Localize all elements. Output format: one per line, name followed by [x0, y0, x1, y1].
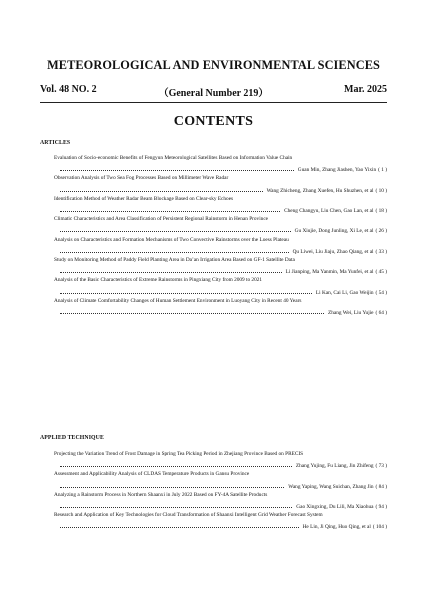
page-number: ( 104 ): [372, 524, 387, 531]
issue-date: Mar. 2025: [344, 84, 387, 95]
leader-dots: [60, 526, 299, 528]
article-title[interactable]: Evaluation of Socio-economic Benefits of Fengyun Meteorological Satellites Based on Information Value Chain: [54, 155, 293, 161]
list-item[interactable]: [54, 512, 387, 532]
list-item[interactable]: [54, 492, 387, 512]
list-item[interactable]: [54, 451, 387, 471]
page-number: ( 94 ): [375, 504, 387, 511]
list-item[interactable]: [54, 298, 387, 318]
leader-dots: [60, 271, 282, 273]
page-number: ( 73 ): [375, 463, 387, 470]
article-title[interactable]: Analyzing a Rainstorm Process in Northern Shaanxi in July 2022 Based on FY-4A Satellite Products: [54, 491, 268, 498]
article-authors: Wang Zhicheng, Zhang Xuefen, Hu Shuzhen, et al: [266, 187, 374, 194]
article-authors: Gu Xiujie, Dong Junling, Xi Le, et al: [294, 228, 374, 235]
list-item[interactable]: [54, 277, 387, 297]
applied-technique-list: [54, 451, 387, 533]
volume-number: Vol. 48 NO. 2: [40, 84, 97, 95]
article-title[interactable]: Climatic Characteristics and Area Classification of Persistent Regional Rainstorm in Henan Province: [54, 216, 269, 223]
leader-dots: [60, 251, 289, 253]
leader-dots: [60, 190, 263, 192]
leader-dots: [60, 506, 292, 508]
article-authors: He Lin, Ji Qing, Huo Qing, et al: [302, 524, 371, 531]
article-title[interactable]: Analysis on Characteristics and Formation Mechanisms of Two Convective Rainstorms over the Loess Plateau: [54, 236, 289, 243]
section-heading-applied-technique: APPLIED TECHNIQUE: [40, 435, 104, 441]
page-number: ( 64 ): [375, 310, 387, 317]
article-authors: Zhang Yujing, Fu Liang, Jin Zhifeng: [295, 463, 374, 470]
page-number: ( 54 ): [375, 289, 387, 296]
leader-dots: [60, 210, 280, 212]
leader-dots: [60, 312, 324, 314]
article-title[interactable]: Projecting the Variation Trend of Frost Damage in Spring Tea Picking Period in Zhejiang Province Based on PRECIS: [54, 451, 304, 457]
leader-dots: [60, 465, 292, 467]
article-title[interactable]: Study on Monitoring Method of Paddy Field Planting Area in Da’an Irrigation Area Based on GF-1 Satellite Data: [54, 256, 295, 263]
article-authors: Li Kan, Cai Li, Gao Weijin: [315, 289, 374, 296]
list-item[interactable]: [54, 175, 387, 195]
article-title[interactable]: Analysis of the Basic Characteristics of Extreme Rainstorms in Pingxiang City from 2009 to 2021: [54, 277, 263, 284]
article-authors: Wang Yaping, Wang Suichan, Zhang Jin: [288, 483, 374, 490]
issue-info-row: [40, 84, 387, 98]
list-item[interactable]: [54, 216, 387, 236]
page-number: ( 45 ): [375, 269, 387, 276]
section-heading-articles: ARTICLES: [40, 140, 71, 146]
article-authors: Cheng Changyu, Liu Chen, Gao Lan, et al: [284, 208, 374, 215]
page-number: ( 33 ): [375, 248, 387, 255]
article-authors: Li Jianping, Ma Yanmin, Ma Yunfei, et al: [285, 269, 374, 276]
articles-list: [54, 155, 387, 318]
header-rule: [40, 102, 387, 103]
article-title[interactable]: Research and Application of Key Technologies for Cloud Transformation of Shaanxi Intelligent Grid Weather Forecast System: [54, 512, 323, 519]
article-title[interactable]: Observation Analysis of Two Sea Fog Processes Based on Millimeter Wave Radar: [54, 175, 229, 182]
article-authors: Qu Liwei, Liu Jiaju, Zhao Qiang, et al: [292, 248, 374, 255]
article-authors: Zhang Wei, Liu Yujie: [328, 310, 374, 317]
article-title[interactable]: Analysis of Climate Comfortability Changes of Human Settlement Environment in Luoyang City in Recent 40 Years: [54, 297, 302, 304]
list-item[interactable]: [54, 237, 387, 257]
leader-dots: [60, 169, 294, 171]
leader-dots: [60, 486, 284, 488]
list-item[interactable]: [54, 257, 387, 277]
page-number: ( 18 ): [375, 208, 387, 215]
page-number: ( 84 ): [375, 483, 387, 490]
page-number: ( 10 ): [375, 187, 387, 194]
contents-heading: CONTENTS: [173, 114, 254, 129]
list-item[interactable]: [54, 155, 387, 175]
article-title[interactable]: Assessment and Applicability Analysis of CLDAS Temperature Products in Gansu Province: [54, 471, 250, 478]
leader-dots: [60, 230, 291, 232]
page-number: ( 1 ): [378, 167, 387, 174]
page-number: ( 26 ): [375, 228, 387, 235]
list-item[interactable]: [54, 196, 387, 216]
article-authors: Gao Xingxing, Du Lili, Ma Xiaohua: [296, 504, 374, 511]
journal-title: METEOROLOGICAL AND ENVIRONMENTAL SCIENCES: [47, 58, 380, 72]
article-authors: Guan Min, Zhang Jiashen, Yao Yixin: [297, 167, 377, 174]
article-title[interactable]: Identification Method of Weather Radar Beam Blockage Based on Clear-sky Echoes: [54, 195, 234, 202]
list-item[interactable]: [54, 471, 387, 491]
general-number: （General Number 219）: [158, 88, 269, 99]
leader-dots: [60, 292, 312, 294]
